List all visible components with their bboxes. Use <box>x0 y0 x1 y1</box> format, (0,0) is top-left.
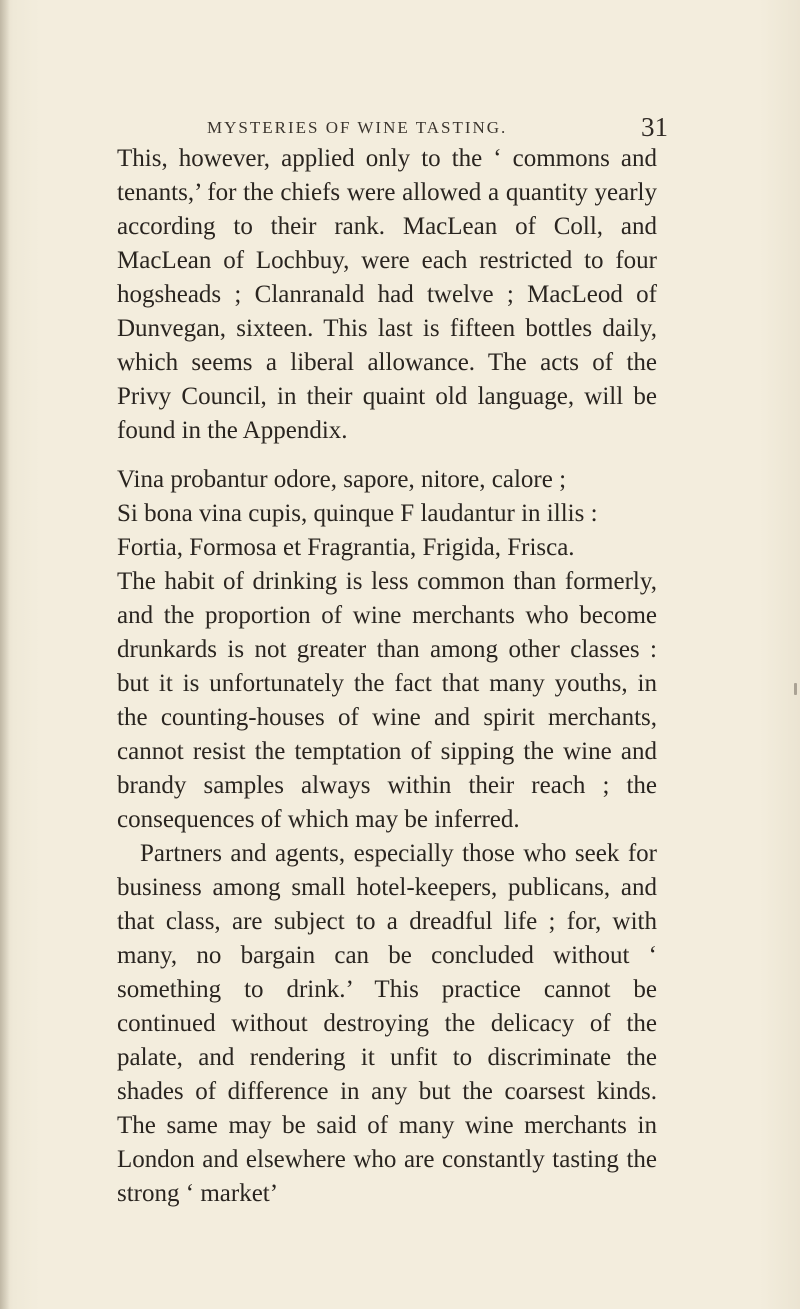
page-header <box>0 86 800 142</box>
page-number: 31 <box>641 112 668 142</box>
quote-line-2: Si bona vina cupis, quinque F laudantur in illis : <box>117 500 598 527</box>
quote-line-3: Fortia, Formosa et Fragrantia, Frigida, Frisca. <box>117 534 575 561</box>
paragraph-3: Partners and agents, especially those who seek for business among small hotel-keepers, publicans, and that class, are subject to a dreadful life ; for, with many, no bargain can be concluded without ‘ something to drink.’ This practice cannot be continued without destroying the delicacy of the palate, and rendering it unfit to discriminate the shades of difference in any but the coarsest kinds. The same may be said of many wine merchants in London and elsewhere who are constantly tasting the strong ‘ market’ <box>117 840 657 1207</box>
paragraph-1: This, however, applied only to the ‘ commons and tenants,’ for the chiefs were allowed a quantity yearly according to their rank. MacLean of Coll, and MacLean of Lochbuy, were each restricted to four hogsheads ; Clanranald had twelve ; MacLeod of Dunvegan, sixteen. This last is fifteen bottles daily, which seems a liberal allowance. The acts of the Privy Council, in their quaint old language, will be found in the Appendix. <box>117 145 657 444</box>
running-title: MYSTERIES OF WINE TASTING. <box>207 118 508 137</box>
page-body <box>117 142 657 1211</box>
page-gutter-shadow <box>0 0 10 1309</box>
paragraph-2: The habit of drinking is less common than formerly, and the proportion of wine merchants who become drunkards is not greater than among other classes : but it is unfortunately the fact that many youths, in the counting-houses of wine and spirit merchants, cannot resist the temptation of sipping the wine and brandy samples always within their reach ; the consequences of which may be inferred. <box>117 568 657 833</box>
quote-line-1: Vina probantur odore, sapore, nitore, calore ; <box>117 466 567 493</box>
paper-mark <box>794 683 797 695</box>
